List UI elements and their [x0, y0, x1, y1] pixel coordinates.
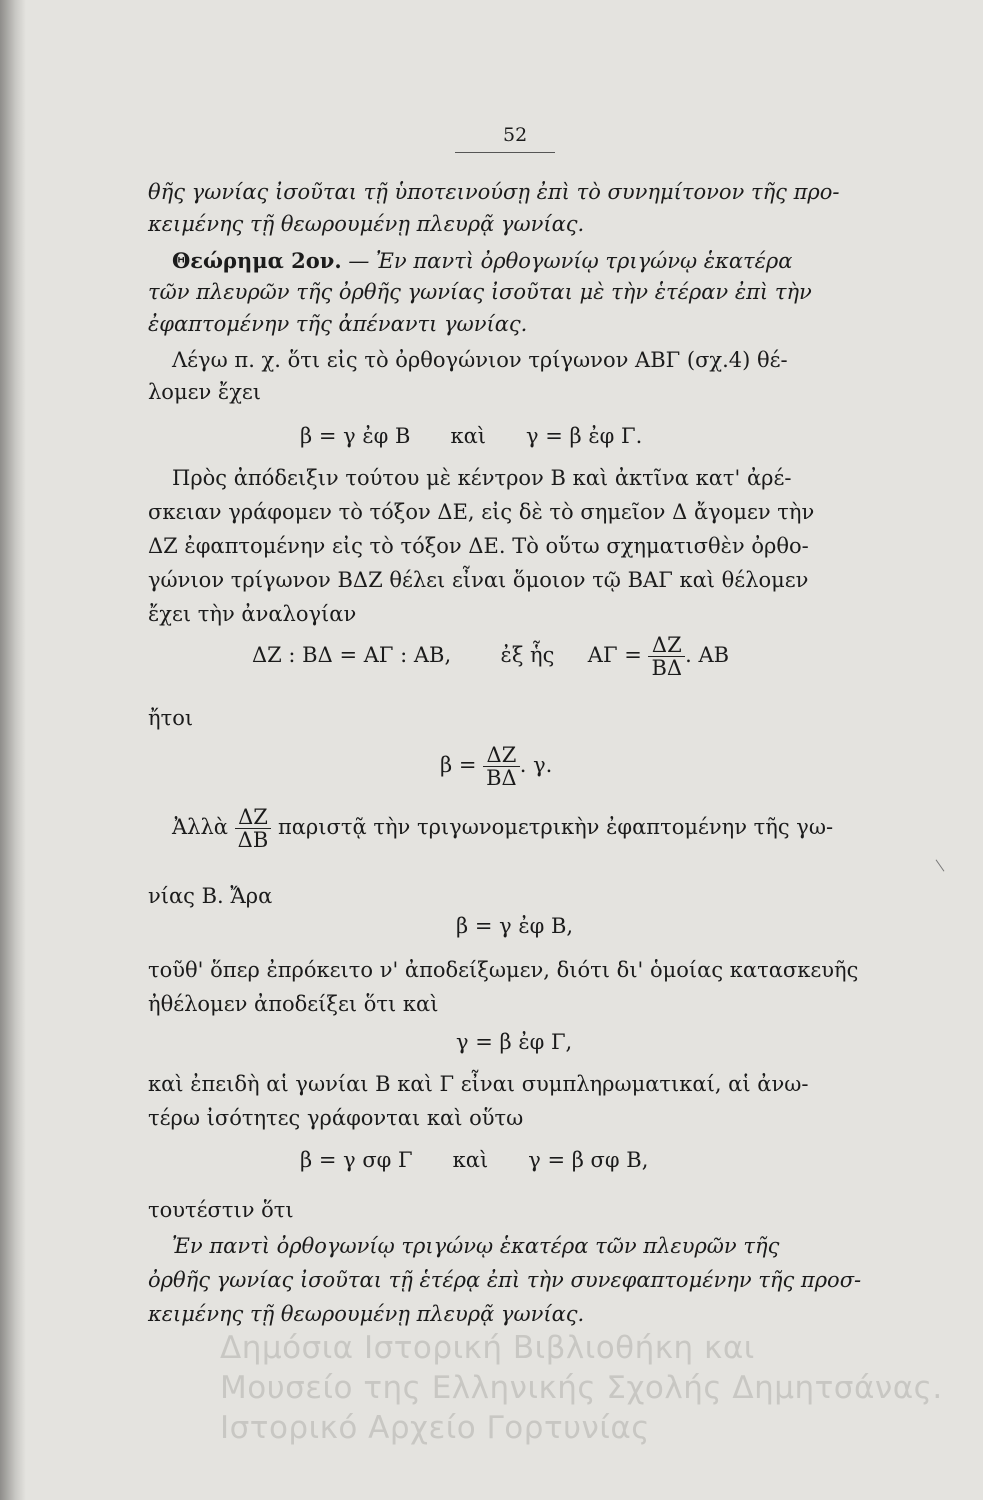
text-line: κειμένης τῇ θεωρουμένῃ πλευρᾷ γωνίας.	[148, 212, 585, 236]
text-line: σκειαν γράφομεν τὸ τόξον ΔΕ, εἰς δὲ τὸ σημεῖον Δ ἄγομεν τὴν	[148, 500, 815, 524]
theorem-label: Θεώρημα 2ον.	[172, 248, 342, 273]
eq2-denominator: ΒΔ	[651, 656, 683, 681]
text-line: νίας Β. Ἄρα	[148, 884, 273, 908]
alla-denominator: ΔΒ	[237, 828, 269, 853]
text-line: ἔχει τὴν ἀναλογίαν	[148, 602, 357, 626]
theorem-statement-start: — Ἐν παντὶ ὀρθογωνίῳ τριγώνῳ ἑκατέρα	[341, 249, 793, 273]
equation-1: β = γ ἐφ Β καὶ γ = β ἐφ Γ.	[300, 424, 643, 448]
text-line: καὶ ἐπειδὴ αἱ γωνίαι Β καὶ Γ εἶναι συμπληρωματικαί, αἱ ἀνω-	[148, 1072, 809, 1096]
text-line: τουτέστιν ὅτι	[148, 1198, 294, 1222]
stray-mark	[936, 859, 945, 871]
eq2-mid: ἐξ ἧς	[500, 643, 555, 668]
eq2-left: ΔΖ : ΒΔ = ΑΓ : ΑΒ,	[252, 643, 452, 668]
eq2-numerator: ΔΖ	[648, 634, 685, 657]
equation-3	[440, 744, 552, 789]
page-edge-shadow	[0, 0, 26, 1500]
text-line: τῶν πλευρῶν τῆς ὀρθῆς γωνίας ἰσοῦται μὲ τὴν ἑτέραν ἐπὶ τὴν	[148, 280, 812, 304]
eq3-post: . γ.	[519, 753, 553, 778]
equation-2	[252, 634, 729, 679]
text-line: Ἐν παντὶ ὀρθογωνίῳ τριγώνῳ ἑκατέρα τῶν πλευρῶν τῆς	[172, 1234, 780, 1258]
text-line: Πρὸς ἀπόδειξιν τούτου μὲ κέντρον Β καὶ ἀκτῖνα κατ' ἀρέ-	[172, 466, 792, 490]
text-line: λομεν ἔχει	[148, 380, 262, 404]
theorem-heading	[172, 248, 792, 273]
eq3-numerator: ΔΖ	[483, 744, 520, 767]
text-line: Λέγω π. χ. ὅτι εἰς τὸ ὀρθογώνιον τρίγωνον ΑΒΓ (σχ.4) θέ-	[172, 348, 788, 372]
text-line: κειμένης τῇ θεωρουμένῃ πλευρᾷ γωνίας.	[148, 1302, 585, 1326]
eq2-fraction	[648, 634, 685, 679]
text-line: ἤτοι	[148, 706, 194, 730]
alla-numerator: ΔΖ	[235, 806, 272, 829]
alla-rest: παριστᾷ τὴν τριγωνομετρικὴν ἐφαπτομένην τῆς γω-	[277, 815, 834, 840]
text-line: ἠθέλομεν ἀποδείξει ὅτι καὶ	[148, 992, 439, 1016]
equation-6: β = γ σφ Γ καὶ γ = β σφ Β,	[300, 1148, 649, 1172]
text-line: θῆς γωνίας ἰσοῦται τῇ ὑποτεινούσῃ ἐπὶ τὸ συνημίτονον τῆς προ-	[148, 180, 840, 204]
watermark-line-2: Μουσείο της Ελληνικής Σχολής Δημητσάνας.	[220, 1370, 943, 1406]
eq3-fraction	[483, 744, 520, 789]
text-line: τέρω ἰσότητες γράφονται καὶ οὕτω	[148, 1106, 524, 1130]
alla-fraction	[235, 806, 272, 851]
alla-word: Ἀλλὰ	[172, 815, 228, 840]
equation-5: γ = β ἐφ Γ,	[456, 1030, 573, 1054]
eq2-right-pre: ΑΓ =	[587, 643, 642, 668]
watermark-line-3: Ιστορικό Αρχείο Γορτυνίας	[220, 1410, 650, 1446]
equation-4: β = γ ἐφ Β,	[456, 914, 574, 938]
text-line: τοῦθ' ὅπερ ἐπρόκειτο ν' ἀποδείξωμεν, διότι δι' ὁμοίας κατασκευῆς	[148, 958, 859, 982]
text-line: ἐφαπτομένην τῆς ἀπέναντι γωνίας.	[148, 312, 528, 336]
page-number: 52	[503, 124, 528, 146]
watermark-line-1: Δημόσια Ιστορική Βιβλιοθήκη και	[220, 1330, 755, 1366]
eq3-pre: β =	[440, 753, 477, 778]
alla-line	[172, 806, 833, 851]
eq2-right-post: . ΑΒ	[685, 643, 730, 668]
eq3-denominator: ΒΔ	[486, 766, 517, 791]
page-number-rule	[455, 152, 555, 153]
text-line: ὀρθῆς γωνίας ἰσοῦται τῇ ἑτέρᾳ ἐπὶ τὴν συνεφαπτομένην τῆς προσ-	[148, 1268, 862, 1292]
text-line: ΔΖ ἐφαπτομένην εἰς τὸ τόξον ΔΕ. Τὸ οὕτω σχηματισθὲν ὀρθο-	[148, 534, 809, 558]
text-line: γώνιον τρίγωνον ΒΔΖ θέλει εἶναι ὅμοιον τῷ ΒΑΓ καὶ θέλομεν	[148, 568, 809, 592]
